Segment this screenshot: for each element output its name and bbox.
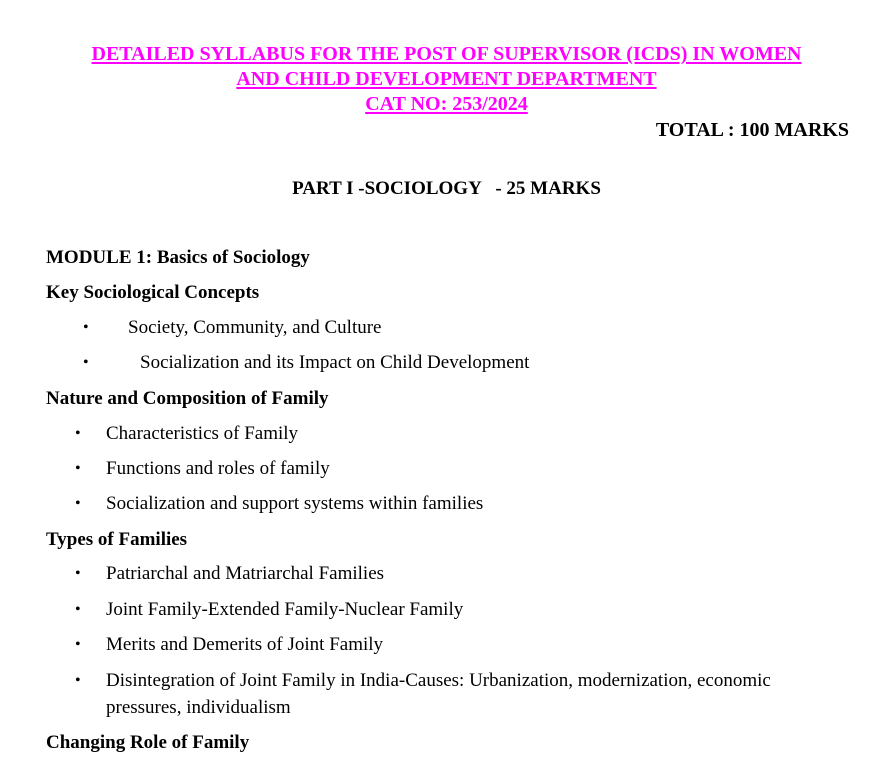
bullet-icon: • — [75, 565, 81, 582]
total-marks: TOTAL : 100 MARKS — [655, 119, 849, 141]
title-line-3: CAT NO: 253/2024 — [365, 93, 528, 115]
bullet-icon: • — [75, 425, 81, 442]
list-item: Merits and Demerits of Joint Family — [106, 634, 384, 655]
section-heading: Nature and Composition of Family — [46, 388, 329, 409]
section-heading: Key Sociological Concepts — [46, 282, 260, 303]
bullet-icon: • — [75, 495, 81, 512]
list-item: Patriarchal and Matriarchal Families — [106, 563, 385, 584]
bullet-icon: • — [75, 636, 81, 653]
title-line-1: DETAILED SYLLABUS FOR THE POST OF SUPERVISOR (ICDS) IN WOMEN — [91, 43, 802, 65]
list-item: Characteristics of Family — [106, 423, 299, 444]
bullet-icon: • — [83, 354, 89, 371]
list-item: Socialization and its Impact on Child Development — [140, 352, 530, 373]
title-line-2: AND CHILD DEVELOPMENT DEPARTMENT — [236, 68, 657, 90]
part-heading: PART I -SOCIOLOGY - 25 MARKS — [292, 178, 601, 199]
list-item: Socialization and support systems within families — [106, 493, 484, 514]
list-item: Joint Family-Extended Family-Nuclear Family — [106, 599, 464, 620]
bullet-icon: • — [75, 601, 81, 618]
bullet-icon: • — [75, 672, 81, 689]
module-heading: MODULE 1: Basics of Sociology — [46, 247, 310, 268]
section-heading: Types of Families — [46, 529, 188, 550]
list-item: Disintegration of Joint Family in India-Causes: Urbanization, modernization, economic — [106, 670, 771, 691]
list-item-continuation: pressures, individualism — [106, 697, 291, 718]
list-item: Functions and roles of family — [106, 458, 330, 479]
section-heading: Changing Role of Family — [46, 732, 250, 753]
list-item: Society, Community, and Culture — [128, 317, 382, 338]
bullet-icon: • — [75, 460, 81, 477]
bullet-icon: • — [83, 319, 89, 336]
document-title — [0, 42, 887, 117]
